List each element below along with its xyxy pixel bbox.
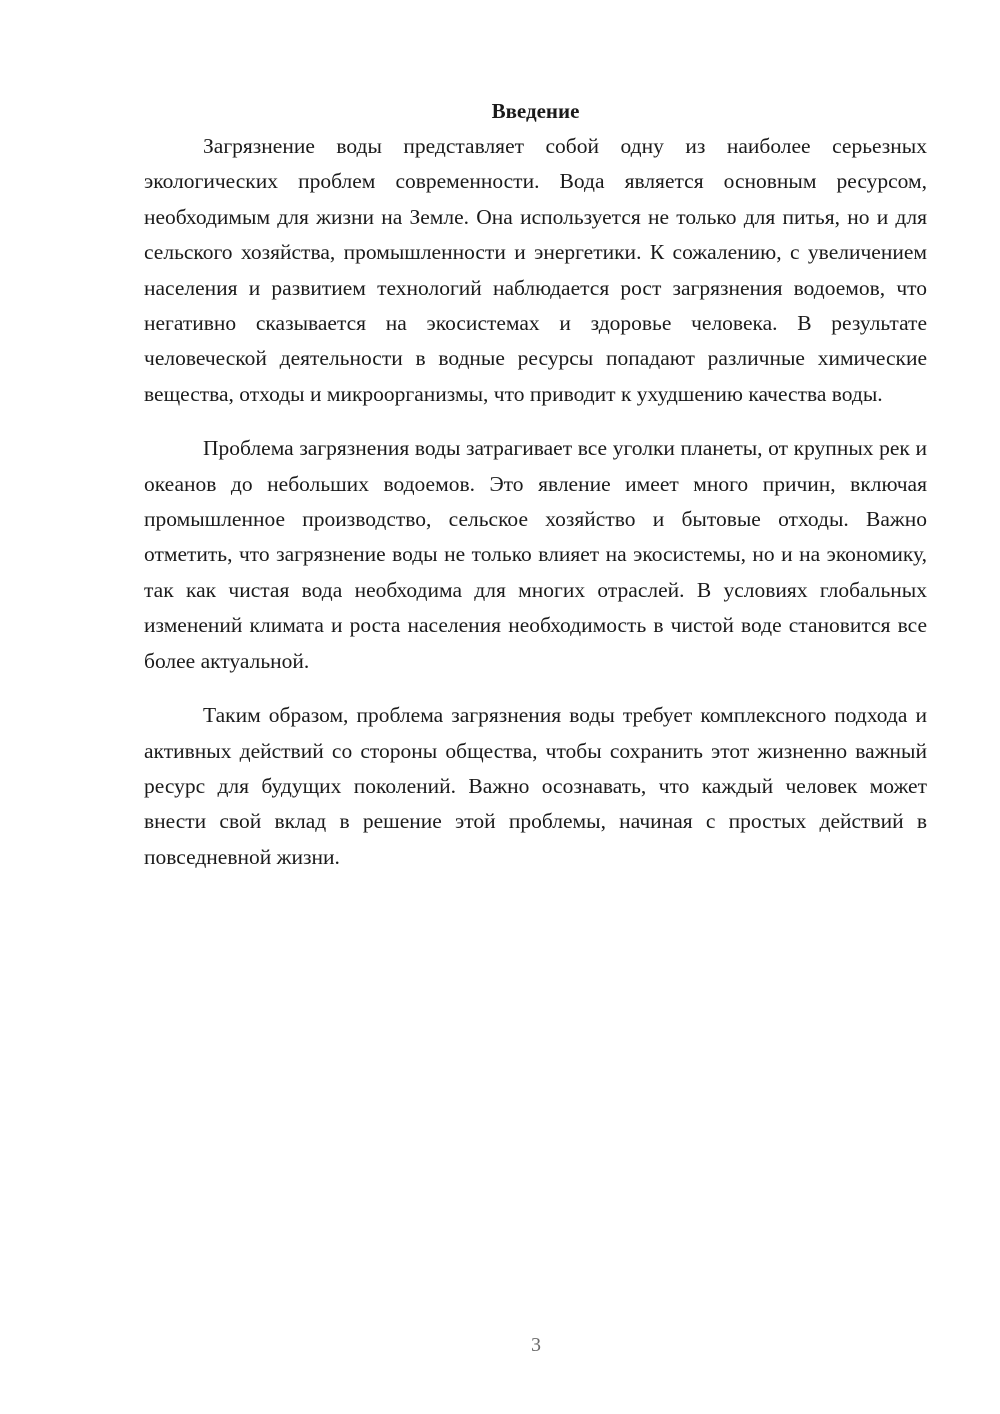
- document-body: [144, 96, 927, 894]
- section-title: Введение: [491, 99, 580, 123]
- page-number: 3: [531, 1334, 541, 1356]
- paragraph: Проблема загрязнения воды затрагивает все уголки планеты, от крупных рек и океанов до небольших водоемов. Это явление имеет много причин, включая промышленное производство, сельское хозяйство и бытовые отходы. Важно отметить, что загрязнение воды не только влияет на экосистемы, но и на экономику, так как чистая вода необходима для многих отраслей. В условиях глобальных изменений климата и роста населения необходимость в чистой воде становится все более актуальной.: [144, 436, 927, 673]
- paragraph: Таким образом, проблема загрязнения воды требует комплексного подхода и активных действий со стороны общества, чтобы сохранить этот жизненно важный ресурс для будущих поколений. Важно осознавать, что каждый человек может внести свой вклад в решение этой проблемы, начиная с простых действий в повседневной жизни.: [144, 703, 927, 869]
- paragraph: Загрязнение воды представляет собой одну из наиболее серьезных экологических проблем современности. Вода является основным ресурсом, необходимым для жизни на Земле. Она используется не только для питья, но и для сельского хозяйства, промышленности и энергетики. К сожалению, с увеличением населения и развитием технологий наблюдается рост загрязнения водоемов, что негативно сказывается на экосистемах и здоровье человека. В результате человеческой деятельности в водные ресурсы попадают различные химические вещества, отходы и микроорганизмы, что приводит к ухудшению качества воды.: [144, 134, 927, 406]
